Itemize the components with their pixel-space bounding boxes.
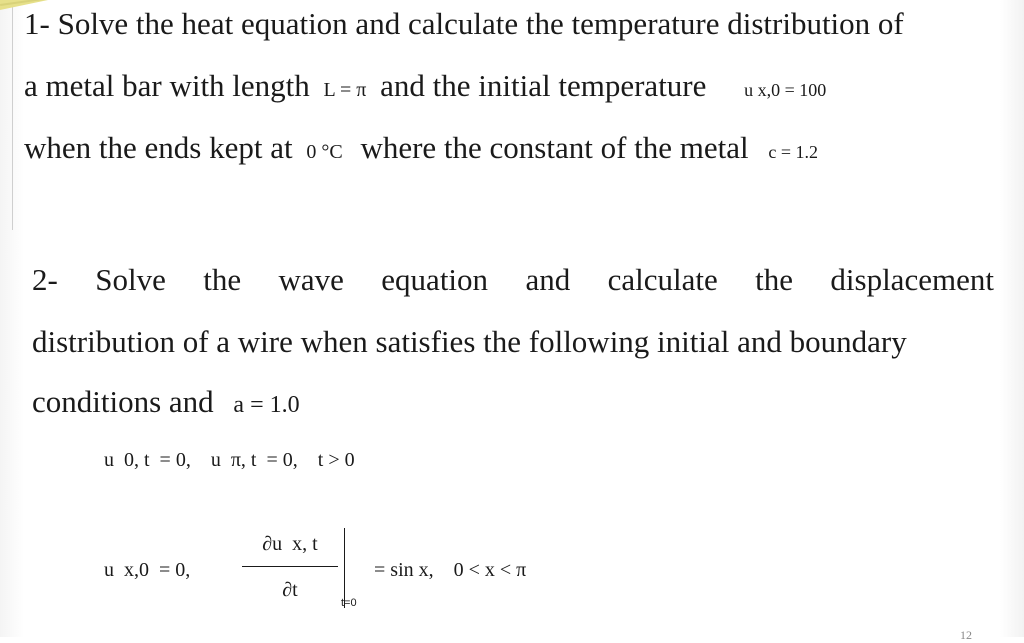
initial-temperature-expression: u x,0 = 100 bbox=[744, 80, 827, 100]
page-number: 12 bbox=[960, 628, 972, 642]
initial-condition-left: u x,0 = 0, bbox=[104, 559, 191, 581]
wave-constant-expression: a = 1.0 bbox=[233, 392, 300, 418]
problem2-word: and bbox=[525, 262, 571, 297]
problem2-line1 bbox=[32, 262, 994, 298]
problem1-line2-text2: and the initial temperature bbox=[380, 68, 707, 103]
page-edge-line bbox=[12, 0, 13, 230]
end-temperature-expression: 0 °C bbox=[306, 141, 343, 163]
problem2-word: displacement bbox=[830, 262, 994, 297]
fraction-bar bbox=[242, 566, 338, 567]
problem2-line3 bbox=[32, 384, 300, 423]
problem1-line3 bbox=[24, 130, 818, 170]
derivative-denominator-wrap bbox=[244, 578, 336, 602]
problem1-line1: 1- Solve the heat equation and calculate the temperature distribution of bbox=[24, 6, 904, 41]
derivative-fraction bbox=[244, 532, 336, 556]
problem2-line2: distribution of a wire when satisfies the following initial and boundary bbox=[32, 324, 907, 359]
problem2-line3-text: conditions and bbox=[32, 384, 214, 419]
problem2-word: Solve bbox=[95, 262, 166, 297]
derivative-denominator: ∂t bbox=[282, 579, 298, 601]
initial-condition-right: = sin x, 0 < x < π bbox=[374, 559, 527, 581]
problem1-line3-text: when the ends kept at bbox=[24, 130, 293, 165]
evaluation-bar bbox=[344, 528, 345, 608]
problem2-word: wave bbox=[278, 262, 344, 297]
boundary-conditions: u 0, t = 0, u π, t = 0, t > 0 bbox=[104, 449, 355, 471]
length-expression: L = π bbox=[323, 79, 367, 101]
problem2-word: the bbox=[203, 262, 242, 297]
metal-constant-expression: c = 1.2 bbox=[768, 142, 819, 162]
problem2-word: 2- bbox=[32, 262, 58, 297]
problem2-word: equation bbox=[381, 262, 489, 297]
derivative-numerator: ∂u x, t bbox=[262, 533, 318, 555]
problem2-word: calculate bbox=[607, 262, 718, 297]
problem1-line2-text: a metal bar with length bbox=[24, 68, 310, 103]
evaluated-at-label: t=0 bbox=[341, 597, 357, 609]
problem2-word: the bbox=[755, 262, 793, 297]
problem1-line3-text2: where the constant of the metal bbox=[360, 130, 749, 165]
problem1-line2 bbox=[24, 68, 826, 108]
